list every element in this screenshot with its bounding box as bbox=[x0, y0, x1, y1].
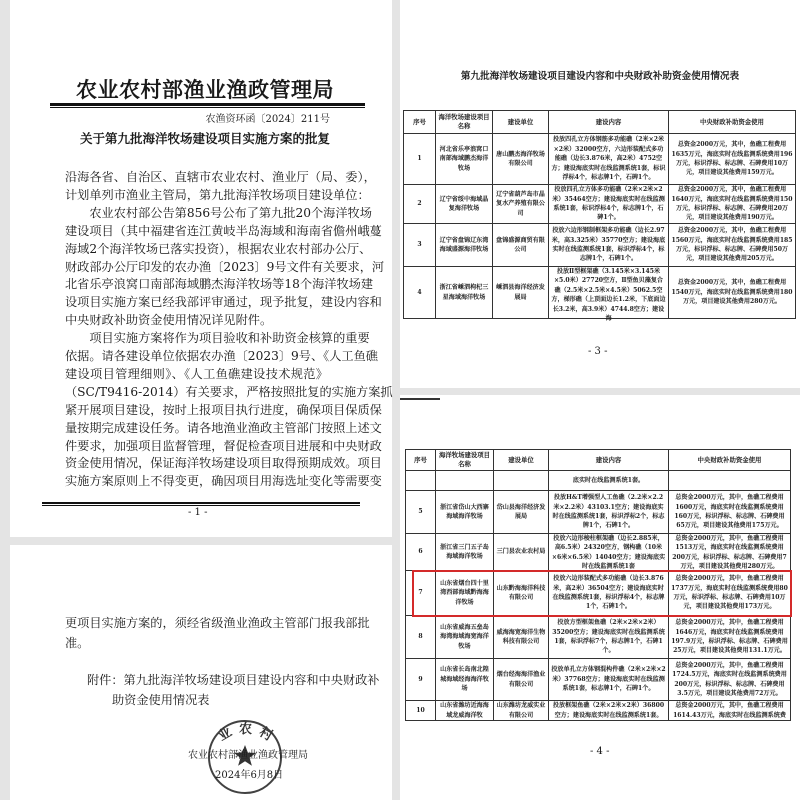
body-line: 紧开展项目建设，按时上报项目执行进度，确保项目保质保 bbox=[65, 402, 382, 417]
table-header-row bbox=[406, 450, 791, 471]
construction-unit-text: 烟台经海海洋渔业有限公司 bbox=[496, 671, 546, 688]
project-name-text: 辽宁省绥中海域晶复海洋牧场 bbox=[439, 195, 489, 212]
table-row bbox=[406, 571, 791, 616]
page-number: - 3 - bbox=[588, 346, 608, 357]
cell-row-number bbox=[406, 701, 436, 721]
central-funding-text: 总资金2000万元，其中，鱼礁工程费用1540万元，海底实时在线监测系统费用180万元，项目建设其他费用280万元。 bbox=[671, 279, 793, 306]
cell-project-name bbox=[436, 571, 494, 616]
seal-char: 村 bbox=[256, 724, 276, 745]
footer-rule-thin bbox=[42, 505, 360, 506]
cell-row-number bbox=[404, 267, 436, 319]
cell-central-funding bbox=[669, 534, 791, 571]
central-funding-text: 总资金2000万元，其中，鱼礁工程费用1600万元，海底实时在线监测系统费用160万元，标识浮标、标志牌、石碑费用65万元，项目建设其他费用175万元。 bbox=[674, 494, 785, 530]
cell-central-funding bbox=[669, 701, 791, 721]
construction-unit-text: 山东黔海海洋科技有限公司 bbox=[496, 584, 546, 601]
cell-construction-content bbox=[549, 224, 669, 267]
central-funding-text: 总资金2000万元，其中，鱼礁工程费用1513万元，海底实时在线监测系统费用200万元，标识浮标、标志牌、石碑费用7万元，项目建设其他费用280万元。 bbox=[672, 535, 787, 571]
project-name-text: 山东省威海五垒岛海湾海域海宽海洋牧场 bbox=[440, 623, 489, 650]
cell-project-name bbox=[436, 224, 493, 267]
cell-central-funding bbox=[669, 134, 796, 185]
construction-content-text: 投放六边形梭柱框架礁（边长2.885米，高6.5米）24320空方，钢构礁（10米×6米×6.5米）14040空方；建设海底实时在线监测系统1套 bbox=[551, 535, 666, 571]
row-number-text: 1 bbox=[417, 155, 422, 163]
cell-project-name bbox=[436, 659, 494, 701]
cell-central-funding bbox=[669, 267, 796, 319]
construction-unit-text: 三门县农业农村局 bbox=[496, 548, 546, 556]
body-line: 依据。请各建设单位依据农办渔〔2023〕9号、《人工鱼礁 bbox=[65, 349, 378, 363]
cell-central-funding bbox=[669, 616, 791, 659]
body-line: 计划单列市渔业主管局，第九批海洋牧场项目建设单位： bbox=[65, 187, 370, 202]
row-number-text: 8 bbox=[418, 633, 423, 641]
cell-central-funding bbox=[669, 491, 791, 534]
body-line: 件要求，加强项目监督管理，督促检查项目进展和中央财政 bbox=[65, 438, 382, 453]
column-header: 建设单位 bbox=[494, 450, 549, 471]
footer-rule bbox=[42, 502, 360, 504]
cell-central-funding bbox=[669, 471, 791, 491]
body-line: 建设项目管理细则》、《人工鱼礁建设技术规范》 bbox=[65, 366, 328, 381]
table-row bbox=[406, 659, 791, 701]
cell-construction-content bbox=[549, 701, 669, 721]
project-name-text: 辽宁省盘锦辽东湾海域盛源海洋牧场 bbox=[439, 236, 489, 253]
body-line: 建设项目（其中福建省连江黄岐半岛海域和海南省儋州峨蔓 bbox=[65, 223, 382, 238]
construction-content-text: 投放H&T增强型人工鱼礁（2.2米×2.2米×2.2米）43103.1空方；建设海底实时在线监测系统1套，标识浮标2个，标志牌1个，石碑1个。 bbox=[552, 494, 665, 530]
cell-construction-unit bbox=[494, 659, 549, 701]
central-funding-text: 总资金2000万元，其中，鱼礁工程费用1635万元，海底实时在线监测系统费用196万元，标识浮标、标志牌、石碑费用10万元，项目建设其他费用159万元。 bbox=[671, 141, 793, 177]
row-number-text: 9 bbox=[418, 675, 423, 683]
row-number-text: 7 bbox=[418, 589, 423, 597]
cell-central-funding bbox=[669, 571, 791, 616]
project-name-text: 河北省乐亭浪窝口南部海域鹏杰海洋牧场 bbox=[439, 145, 489, 172]
body-line: 财政部办公厅印发的农办渔〔2023〕9号文件有关要求，河 bbox=[65, 259, 385, 274]
row-number-text: 4 bbox=[417, 288, 422, 296]
row-number-text: 6 bbox=[418, 548, 423, 556]
project-name-text: 山东省潍坊近海海域龙威海洋牧 bbox=[440, 702, 489, 719]
seal-char: 业 bbox=[215, 724, 235, 745]
document-page-1 bbox=[10, 0, 392, 537]
column-header: 建设单位 bbox=[493, 111, 549, 134]
document-subject: 关于第九批海洋牧场建设项目实施方案的批复 bbox=[80, 131, 331, 146]
cell-construction-content bbox=[549, 491, 669, 534]
row-number-text: 2 bbox=[417, 200, 422, 208]
body-line: 资金使用情况，保证海洋牧场建设项目取得预期成效。项目 bbox=[65, 456, 382, 471]
cell-construction-unit bbox=[494, 701, 549, 721]
cell-construction-unit bbox=[493, 267, 549, 319]
construction-unit-text: 威海海宽海洋生物科技有限公司 bbox=[496, 628, 546, 645]
cell-row-number bbox=[404, 224, 436, 267]
cell-central-funding bbox=[669, 659, 791, 701]
central-funding-text: 总资金2000万元，其中，鱼礁工程费用1646万元，海底实时在线监测系统费用197.9万元，标识浮标、标志牌、石碑费用25万元，项目建设其他费用131.1万元。 bbox=[671, 619, 788, 655]
body-line: 准。 bbox=[65, 636, 90, 650]
cell-construction-unit bbox=[494, 534, 549, 571]
column-header: 建设内容 bbox=[549, 111, 669, 134]
body-line: 沿海各省、自治区、直辖市农业农村、渔业厅（局、委）， bbox=[65, 170, 376, 184]
page-number: - 1 - bbox=[188, 507, 208, 518]
cell-row-number bbox=[406, 471, 436, 491]
cell-central-funding bbox=[669, 224, 796, 267]
cell-central-funding bbox=[669, 185, 796, 224]
construction-content-text: 投放六边形装配式多功能礁（边长3.876米，高2米）36504空方；建设海底实时在线监测系统1套，标识浮标4个，标志牌1个，石碑1个。 bbox=[552, 575, 665, 611]
construction-content-text: 投放Ⅱ型框架礁（3.145米×3.145米×5.0米）27720空方，Ⅱ型鱼贝藻复合礁（2.5米×2.5米×4.5米）5062.5空方，梯形礁（上顶面边长1.2米，下底面边长3.2米，高3.9米）4744.8空方；建设海 bbox=[551, 268, 666, 323]
cell-construction-content bbox=[549, 534, 669, 571]
project-name-text: 山东省烟台四十里湾西部海域黔海海洋牧场 bbox=[440, 579, 489, 606]
cell-construction-content bbox=[549, 616, 669, 659]
cell-construction-content bbox=[549, 571, 669, 616]
document-page-2 bbox=[10, 545, 392, 800]
cell-project-name bbox=[436, 701, 494, 721]
cell-construction-content bbox=[549, 267, 669, 323]
construction-content-text: 投放框架鱼礁（2米×2米×2米）36800空方；建设海底实时在线监测系统1套。 bbox=[552, 702, 665, 719]
cell-construction-unit bbox=[493, 134, 549, 185]
cell-construction-content bbox=[549, 471, 669, 491]
column-header: 海洋牧场建设项目名称 bbox=[436, 450, 494, 471]
document-number: 农渔资环函〔2024〕211号 bbox=[205, 114, 330, 125]
document-page-4 bbox=[400, 395, 800, 800]
construction-unit-text: 辽宁省葫芦岛市晶复水产养殖有限公司 bbox=[496, 190, 545, 217]
construction-content-text: 投放单孔立方体钢混构件礁（2米×2米×2米）37768空方；建设海底实时在线监测系统1套，标志牌1个，石碑1个。 bbox=[551, 666, 666, 693]
table-row bbox=[406, 491, 791, 534]
body-line: 设项目实施方案已经我部评审通过，现予批复，建设内容和 bbox=[65, 295, 382, 310]
cell-construction-unit bbox=[493, 224, 549, 267]
projects-table-part-1 bbox=[403, 110, 796, 323]
table-row bbox=[406, 701, 791, 721]
projects-table-part-2 bbox=[405, 449, 791, 721]
body-line: 中央财政补助资金使用情况详见附件。 bbox=[65, 313, 273, 328]
cell-project-name bbox=[436, 471, 494, 491]
row-number-text: 3 bbox=[417, 241, 422, 249]
body-line: （SC/T9416-2014）有关要求，严格按照批复的实施方案抓 bbox=[65, 384, 393, 399]
table-title: 第九批海洋牧场建设项目建设内容和中央财政补助资金使用情况表 bbox=[460, 71, 740, 82]
body-line: 实施方案原则上不得变更，确因项目用海选址变化等需要变 bbox=[65, 474, 382, 489]
project-name-text: 浙江省三门五子岛海域海洋牧场 bbox=[440, 543, 489, 560]
attachment-line: 助资金使用情况表 bbox=[112, 693, 210, 707]
construction-content-text: 投放六边形钢制框架多功能礁（边长2.97米，高3.325米）35770空方；建设海底实时在线监测系统1套，标识浮标4个，标志牌1个，石碑1个。 bbox=[551, 227, 666, 263]
cell-project-name bbox=[436, 185, 493, 224]
cell-project-name bbox=[436, 267, 493, 319]
row-number-text: 10 bbox=[416, 706, 425, 714]
cell-construction-content bbox=[549, 185, 669, 224]
construction-content-text: 底实时在线监测系统1套。 bbox=[572, 476, 645, 484]
issue-date: 2024年6月8日 bbox=[215, 770, 284, 781]
seal-char: 农 bbox=[239, 722, 253, 737]
construction-content-text: 投放方型框架鱼礁（2米×2米×2米）35200空方；建设海底实时在线监测系统1套，标识浮标7个，标志牌1个，石碑1个。 bbox=[552, 619, 665, 655]
cell-row-number bbox=[404, 134, 436, 185]
letterhead-rule bbox=[50, 103, 365, 106]
construction-unit-text: 唐山鹏杰海洋牧场有限公司 bbox=[496, 150, 545, 167]
scan-mark bbox=[400, 398, 440, 400]
table-row bbox=[404, 185, 796, 224]
central-funding-text: 总资金2000万元，其中，鱼礁工程费用1640万元，海底实时在线监测系统费用150万元，标识浮标、标志牌、石碑费用20万元，项目建设其他费用190万元。 bbox=[671, 186, 793, 222]
central-funding-text: 总资金2000万元，其中，鱼礁工程费用1724.5万元，海底实时在线监测系统费用200万元，标识浮标、标志牌、石碑费用3.5万元，项目建设其他费用72万元。 bbox=[672, 661, 787, 697]
cell-row-number bbox=[406, 616, 436, 659]
body-line: 项目实施方案将作为项目验收和补助资金核算的重要 bbox=[65, 331, 370, 346]
letterhead-rule-thin bbox=[50, 107, 365, 108]
attachment-line: 附件：第九批海洋牧场建设项目建设内容和中央财政补 bbox=[87, 673, 380, 687]
project-name-text: 浙江省嵊泗枸杞三星海域海洋牧场 bbox=[439, 284, 489, 301]
central-funding-text: 总资金2000万元，其中，鱼礁工程费用1737万元，海底实时在线监测系统费用80万元，标识浮标、标志牌、石碑费用10万元，项目建设其他费用173万元。 bbox=[671, 575, 788, 611]
central-funding-text: 总资金2000万元，其中，鱼礁工程费用1560万元，海底实时在线监测系统费用185万元，标识浮标、标志牌、石碑费用50万元，项目建设其他费用205万元。 bbox=[671, 227, 793, 263]
column-header: 中央财政补助资金使用 bbox=[669, 111, 796, 134]
construction-unit-text: 山东潍坊龙威实业有限公司 bbox=[496, 702, 546, 719]
cell-construction-unit bbox=[494, 491, 549, 534]
construction-unit-text: 嵊泗县海洋经济发展局 bbox=[496, 284, 545, 301]
cell-construction-unit bbox=[494, 616, 549, 659]
cell-construction-unit bbox=[494, 571, 549, 616]
body-line: 更项目实施方案的，须经省级渔业渔政主管部门报我部批 bbox=[65, 616, 370, 630]
cell-row-number bbox=[406, 491, 436, 534]
construction-unit-text: 岱山县海洋经济发展局 bbox=[496, 503, 546, 520]
cell-project-name bbox=[436, 616, 494, 659]
signer: 农业农村部渔业渔政管理局 bbox=[188, 750, 308, 761]
row-number-text: 5 bbox=[418, 508, 423, 516]
cell-project-name bbox=[436, 491, 494, 534]
body-line: 量按期完成建设任务。请各地渔业渔政主管部门按照上述文 bbox=[65, 420, 382, 435]
page-number: - 4 - bbox=[590, 746, 610, 757]
agency-letterhead: 农业农村部渔业渔政管理局 bbox=[76, 77, 334, 102]
cell-construction-content bbox=[549, 134, 669, 185]
table-row bbox=[406, 471, 791, 491]
column-header: 海洋牧场建设项目名称 bbox=[436, 111, 493, 134]
body-line: 北省乐亭浪窝口南部海域鹏杰海洋牧场等18个海洋牧场建 bbox=[65, 277, 374, 292]
body-line: 农业农村部公告第856号公布了第九批20个海洋牧场 bbox=[65, 205, 372, 220]
cell-row-number bbox=[404, 185, 436, 224]
table-row bbox=[404, 267, 796, 319]
table-row bbox=[406, 616, 791, 659]
cell-construction-unit bbox=[494, 471, 549, 491]
column-header: 建设内容 bbox=[549, 450, 669, 471]
table-header-row bbox=[404, 111, 796, 134]
central-funding-text: 总资金2000万元，其中，鱼礁工程费用1614.43万元，海底实时在线监测系统费 bbox=[673, 702, 786, 719]
cell-construction-unit bbox=[493, 185, 549, 224]
cell-construction-content bbox=[549, 659, 669, 701]
cell-row-number bbox=[406, 659, 436, 701]
project-name-text: 山东省长岛南北隍城海域经海海洋牧场 bbox=[440, 666, 489, 693]
project-name-text: 浙江省岱山大西寨海域海洋牧场 bbox=[440, 503, 489, 520]
construction-content-text: 投放四孔立方体钢筋多功能礁（2米×2米×2米）32000空方，六边形装配式多功能礁（边长3.876米，高2米）4752空方；建设海底实时在线监测系统1套，标识浮标4个，标志牌1个，石碑1个。 bbox=[551, 136, 666, 182]
cell-project-name bbox=[436, 134, 493, 185]
cell-project-name bbox=[436, 534, 494, 571]
table-row bbox=[404, 224, 796, 267]
table-row bbox=[404, 134, 796, 185]
body-line: 海域2个海洋牧场已落实投资），根据农业农村部办公厅、 bbox=[65, 241, 372, 256]
construction-content-text: 投放四孔立方体多功能礁（2米×2米×2米）35464空方；建设海底实时在线监测系统1套，标识浮标4个，标志牌1个，石碑1个。 bbox=[552, 186, 665, 222]
cell-row-number bbox=[406, 571, 436, 616]
column-header: 中央财政补助资金使用 bbox=[669, 450, 791, 471]
construction-unit-text: 盘锦盛源商贸有限公司 bbox=[496, 236, 545, 253]
table-row bbox=[406, 534, 791, 571]
column-header: 序号 bbox=[404, 111, 436, 134]
document-page-3 bbox=[400, 0, 800, 388]
cell-row-number bbox=[406, 534, 436, 571]
column-header: 序号 bbox=[406, 450, 436, 471]
